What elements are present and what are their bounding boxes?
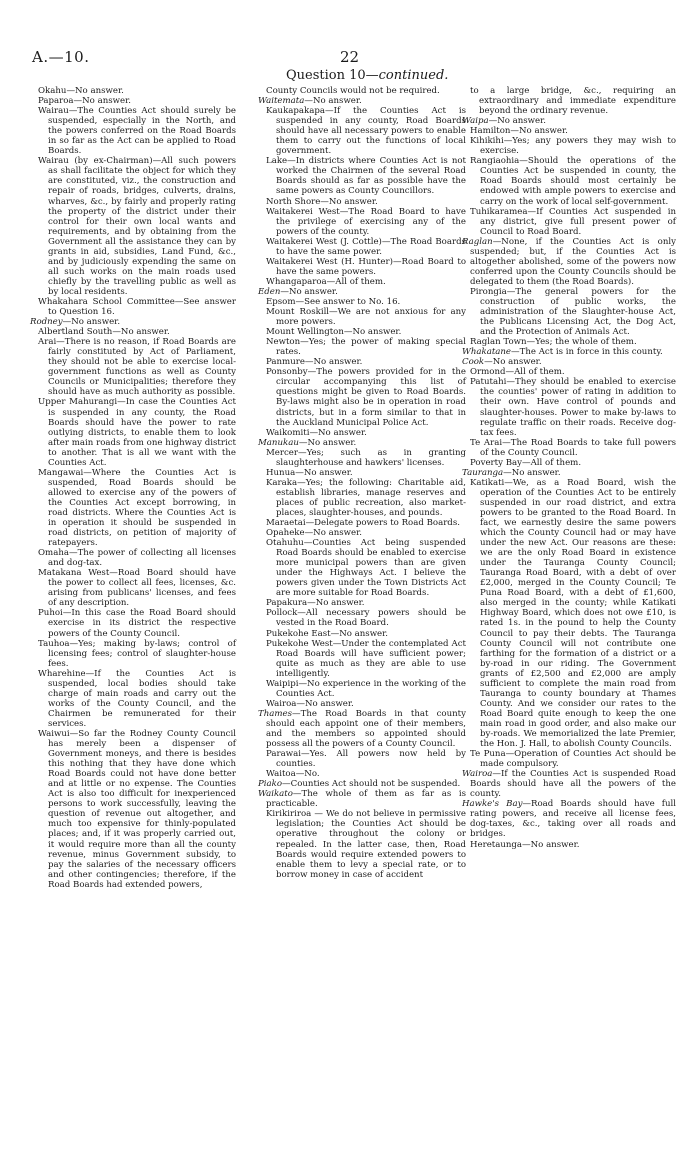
entry-text: —Counties Act should not be suspended. — [282, 779, 461, 790]
county-name: Cook — [462, 357, 485, 368]
county-name: Thames — [258, 708, 293, 719]
entry-text: Maraetai—Delegate powers to Road Boards. — [266, 518, 460, 529]
district-entry — [258, 518, 466, 528]
entry-text: Mangawai—Where the Counties Act is suspended, Road Boards should be allowed to exercise any of the powers of the Counties Act except borrowing, in road districts. Where the Counties Act is in operation it should be suspended in road districts, on petition of majority of ratepayers. — [38, 467, 236, 549]
entry-text: Waitakerei West (H. Hunter)—Road Board to have the same powers. — [266, 256, 466, 277]
entry-text: —No answer. — [484, 357, 542, 368]
district-entry — [462, 156, 676, 206]
district-entry — [30, 397, 236, 467]
district-entry — [258, 608, 466, 628]
district-entry — [258, 769, 466, 779]
county-name: Whakatane — [462, 347, 512, 358]
text-column-middle — [258, 86, 466, 880]
entry-text: Waitakerei West—The Road Board to have the privilege of exercising any of the powers of the county. — [266, 206, 466, 237]
county-name: Hawke's Bay — [462, 799, 523, 810]
entry-text: —None, if the Counties Act is only suspended; but, if the Counties Act is altogether abolished, some of the powers now conferred upon the County Councils should be delegated to them (the Road Boards). — [470, 236, 676, 287]
district-entry — [462, 438, 676, 458]
continued-text — [462, 86, 676, 116]
district-entry — [30, 327, 236, 337]
county-entry — [462, 769, 676, 799]
entry-text: Parawai—Yes. All powers now held by counties. — [266, 749, 466, 770]
county-name: Tauranga — [462, 467, 504, 478]
county-name: Waitemata — [258, 96, 305, 107]
entry-text: Poverty Bay—All of them. — [470, 457, 582, 468]
entry-text: Te Arai—The Road Boards to take full powers of the County Council. — [470, 437, 676, 458]
county-entry — [462, 116, 676, 126]
district-entry — [258, 257, 466, 277]
entry-text: North Shore—No answer. — [266, 196, 378, 207]
district-entry — [258, 538, 466, 598]
entry-text: Rangiaohia—Should the operations of the Counties Act be suspended in county, the Road Boards should most certainly be endowed with ample powers to exercise and carry on the work of local self-government. — [470, 156, 676, 207]
district-entry — [258, 639, 466, 679]
district-entry — [462, 478, 676, 749]
entry-text: Matakana West—Road Board should have the power to collect all fees, licenses, &c. arising from publicans' licenses, and fees of any description. — [38, 568, 236, 609]
district-entry — [462, 458, 676, 468]
entry-text: Ormond—All of them. — [470, 367, 565, 378]
entry-text: Panmure—No answer. — [266, 357, 363, 368]
district-entry — [30, 608, 236, 638]
district-entry — [258, 357, 466, 367]
district-entry — [30, 468, 236, 548]
text-column-left — [30, 86, 236, 890]
entry-text: Waiwui—So far the Rodney County Council has merely been a dispenser of Government moneys, and there is besides this nothing that they have done which Road Boards could not have done better and at little or no expense. The Counties Act is also too difficult for inexperienced persons to work successfully, leaving the question of revenue out altogether, and much too expensive for thinly-populated places; and, if it was properly carried out, it would require more than all the county revenue, minus Government subsidy, to pay the salaries of the necessary officers and other contingencies; therefore, if the Road Boards had extended powers, — [38, 729, 236, 890]
district-entry — [462, 367, 676, 377]
entry-text: Patutahi—They should be enabled to exercise the counties' power of rating in addition to their own. Have control of pounds and slaughter-houses. Power to make by-laws to regulate traffic on their roads. Receive dog-tax fees. — [470, 377, 676, 438]
district-entry — [30, 106, 236, 156]
entry-text: —No answer. — [62, 317, 121, 328]
county-entry — [258, 779, 466, 789]
entry-text: —If the Counties Act is suspended Road Boards should have all the powers of the county. — [470, 769, 676, 800]
entry-text: —The whole of them as far as is practicable. — [266, 789, 466, 810]
county-name: Piako — [258, 779, 283, 790]
district-entry — [258, 448, 466, 468]
county-entry — [30, 317, 236, 327]
page-number: 22 — [340, 48, 360, 66]
entry-text: Ponsonby—The powers provided for in the circular accompanying this list of questions might be given to Road Boards. By-laws might also be in operation in road districts, but in a form similar to that in the Auckland Municipal Police Act. — [266, 367, 466, 428]
county-name: Waipa — [462, 116, 489, 127]
section-title: Question 10—continued. — [286, 68, 449, 83]
county-entry — [258, 709, 466, 749]
entry-text: Mount Wellington—No answer. — [266, 327, 402, 338]
district-entry — [30, 639, 236, 669]
county-name: Waikato — [258, 789, 293, 800]
entry-text: Hamilton—No answer. — [470, 126, 568, 137]
district-entry — [258, 468, 466, 478]
district-entry — [258, 237, 466, 257]
entry-text: Tuhikaramea—If Counties Act suspended in any district, give full present power of Council to Road Board. — [470, 206, 676, 237]
district-entry — [462, 136, 676, 156]
county-name: Rodney — [30, 317, 63, 328]
district-entry — [30, 729, 236, 890]
entry-text: Waikomiti—No answer. — [266, 427, 367, 438]
county-entry — [462, 347, 676, 357]
district-entry — [462, 337, 676, 347]
district-entry — [462, 207, 676, 237]
entry-text: Karaka—Yes; the following: Charitable aid, establish libraries, manage reserves and places of public recreation, also market-places, slaughter-houses, and pounds. — [266, 477, 466, 518]
entry-text: —The Road Boards in that county should each appoint one of their members, and the members so appointed should possess all the powers of a County Council. — [266, 708, 466, 750]
district-entry — [30, 548, 236, 568]
entry-text: Epsom—See answer to No. 16. — [266, 296, 401, 307]
entry-text: Kaukapakapa—If the Counties Act is suspended in any county, Road Boards should have all necessary powers to enable them to carry out the functions of local government. — [266, 106, 466, 157]
county-entry — [462, 799, 676, 839]
district-entry — [258, 629, 466, 639]
entry-text: Okahu—No answer. — [38, 86, 124, 96]
continued-text — [258, 86, 466, 96]
entry-text: Opaheke—No answer. — [266, 528, 363, 539]
entry-text: Raglan Town—Yes; the whole of them. — [470, 337, 637, 348]
text-column-right — [462, 86, 676, 850]
district-entry — [30, 669, 236, 729]
district-entry — [30, 297, 236, 317]
district-entry — [462, 287, 676, 337]
district-entry — [258, 699, 466, 709]
entry-text: Newton—Yes; the power of making special rates. — [266, 337, 466, 358]
entry-text: Waipipi—No experience in the working of the Counties Act. — [266, 678, 466, 699]
entry-text: Mount Roskill—We are not anxious for any more powers. — [266, 307, 466, 328]
entry-text: Katikati—We, as a Road Board, wish the operation of the Counties Act to be entirely suspended in our road district, and extra powers to be granted to the Road Board. In fact, we earnestly desire the same powers which the County Council had or may have under the new Act. Our reasons are these: we are the only Road Board in existence under the Tauranga County Council; Tauranga Road Board, with a debt of over £2,000, merged in the County Council; Te Puna Road Board, with a debt of £1,600, also merged in the county; while Katikati Highway Board, which does not owe £10, is rated 1s. in the pound to help the County Council to pay their debts. The Tauranga County Council will not contribute one farthing for the formation of a district or a by-road in our riding. The Government grants of £2,500 and £2,000 are amply sufficient to complete the main road from Tauranga to county boundary at Thames County. And we consider our rates to the Road Board quite enough to keep the one main road in good order, and also make our by-roads. We memorialized the late Premier, the Hon. J. Hall, to abolish County Councils. — [470, 477, 676, 750]
county-name: Wairoa — [462, 769, 493, 780]
entry-text: Waitoa—No. — [266, 769, 320, 780]
county-name: Manukau — [258, 437, 299, 448]
district-entry — [30, 337, 236, 397]
district-entry — [258, 598, 466, 608]
entry-text: Papakura—No answer. — [266, 598, 365, 609]
document-reference: A.—10. — [32, 48, 90, 66]
district-entry — [258, 337, 466, 357]
entry-text: Paparoa—No answer. — [38, 96, 131, 107]
entry-text: Whangaparoa—All of them. — [266, 276, 386, 287]
entry-text: —No answer. — [280, 286, 338, 297]
entry-text: to a large bridge, &c., requiring an extraordinary and immediate expenditure beyond the ordinary revenue. — [470, 86, 676, 117]
entry-text: —No answer. — [488, 116, 547, 127]
entry-text: Wairau—The Counties Act should surely be suspended, especially in the North, and the powers conferred on the Road Boards in so far as the Act can be applied to Road Boards. — [38, 106, 236, 157]
district-entry — [258, 197, 466, 207]
county-entry — [258, 96, 466, 106]
entry-text: Omaha—The power of collecting all licenses and dog-tax. — [38, 548, 236, 569]
district-entry — [258, 156, 466, 196]
entry-text: —No answer. — [503, 467, 561, 478]
entry-text: —The Act is in force in this county. — [511, 347, 663, 358]
district-entry — [462, 126, 676, 136]
entry-text: Wharehine—If the Counties Act is suspended, local bodies should take charge of main roads and carry out the works of the County Council, and the Chairmen be remunerated for their services. — [38, 668, 236, 729]
entry-text: Pukekohe West—Under the contemplated Act Road Boards will have sufficient power; quite as much as they are able to use intelligently. — [266, 638, 466, 679]
entry-text: Arai—There is no reason, if Road Boards are fairly constituted by Act of Parliament, they should not be able to exercise local-government functions as well as County Councils or Municipalities; therefore they should have as much authority as possible. — [38, 337, 236, 398]
county-entry — [258, 287, 466, 297]
entry-text: Whakahara School Committee—See answer to Question 16. — [38, 296, 236, 318]
district-entry — [30, 86, 236, 96]
county-name: Raglan — [462, 236, 493, 247]
entry-text: County Councils would not be required. — [266, 86, 440, 96]
county-name: Eden — [258, 286, 281, 297]
entry-text: Upper Mahurangi—In case the Counties Act is suspended in any county, the Road Boards should have the power to rate outlying districts, to enable them to look after main roads from one highway district to another. That is all we want with the Counties Act. — [38, 397, 236, 468]
entry-text: Puhoi—In this case the Road Board should exercise in its district the respective powers of the County Council. — [38, 608, 236, 639]
entry-text: Waitakerei West (J. Cottle)—The Road Boards to have the same power. — [266, 236, 466, 257]
district-entry — [30, 96, 236, 106]
district-entry — [258, 528, 466, 538]
entry-text: —No answer. — [298, 437, 357, 448]
entry-text: Kihikihi—Yes; any powers they may wish to exercise. — [470, 136, 676, 157]
entry-text: —Road Boards should have full rating powers, and receive all license fees, dog-taxes, &c., taking over all roads and bridges. — [470, 799, 676, 840]
entry-text: Hunua—No answer. — [266, 467, 353, 478]
district-entry — [258, 809, 466, 879]
entry-text: Albertland South—No answer. — [38, 327, 170, 338]
district-entry — [258, 207, 466, 237]
district-entry — [258, 478, 466, 518]
district-entry — [258, 106, 466, 156]
district-entry — [258, 277, 466, 287]
district-entry — [30, 568, 236, 608]
district-entry — [258, 307, 466, 327]
entry-text: Te Puna—Operation of Counties Act should be made compulsory. — [470, 749, 676, 770]
district-entry — [258, 679, 466, 699]
county-entry — [462, 357, 676, 367]
district-entry — [258, 749, 466, 769]
district-entry — [462, 749, 676, 769]
county-entry — [462, 468, 676, 478]
entry-text: Pirongia—The general powers for the construction of public works, the administration of the Slaughter-house Act, the Publicans Licensing Act, the Dog Act, and the Protection of Animals Act. — [470, 286, 676, 338]
entry-text: Pukekohe East—No answer. — [266, 628, 389, 639]
district-entry — [258, 367, 466, 427]
entry-text: Otahuhu—Counties Act being suspended Road Boards should be enabled to exercise more municipal powers than are given under the Highways Act. I believe the powers given under the Town Districts Act are more suitable for Road Boards. — [266, 538, 466, 599]
county-entry — [258, 438, 466, 448]
entry-text: Mercer—Yes; such as in granting slaughterhouse and hawkers' licenses. — [266, 447, 466, 468]
entry-text: Wairoa—No answer. — [266, 698, 354, 709]
county-entry — [258, 789, 466, 809]
county-entry — [462, 237, 676, 287]
entry-text: Tauhoa—Yes; making by-laws; control of licensing fees; control of slaughter-house fees. — [38, 638, 236, 669]
district-entry — [30, 156, 236, 297]
entry-text: Wairau (by ex-Chairman)—All such powers as shall facilitate the object for which they are constituted, viz., the construction and repair of roads, bridges, culverts, drains, wharves, &c., by fairly and properly rating the property of the district under their control for their own local wants and requirements, and by obtaining from the Government all the assistance they can by grants in aid, subsidies, Land Fund, &c., and by judiciously expending the same on all such works on the main roads used chiefly by the travelling public as well as by local residents. — [38, 156, 236, 297]
district-entry — [258, 297, 466, 307]
entry-text: Lake—In districts where Counties Act is not worked the Chairmen of the several Road Boards should as far as possible have the same powers as County Councillors. — [266, 156, 466, 197]
district-entry — [258, 327, 466, 337]
entry-text: Pollock—All necessary powers should be vested in the Road Board. — [266, 608, 466, 629]
district-entry — [462, 377, 676, 437]
district-entry — [258, 428, 466, 438]
district-entry — [462, 840, 676, 850]
entry-text: Kirikiriroa — We do not believe in permissive legislation; the Counties Act should be operative throughout the colony or repealed. In the latter case, then, Road Boards would require extended powers to enable them to levy a special rate, or to borrow money in case of accident — [266, 809, 466, 880]
entry-text: —No answer. — [304, 96, 362, 107]
entry-text: Heretaunga—No answer. — [470, 839, 580, 850]
